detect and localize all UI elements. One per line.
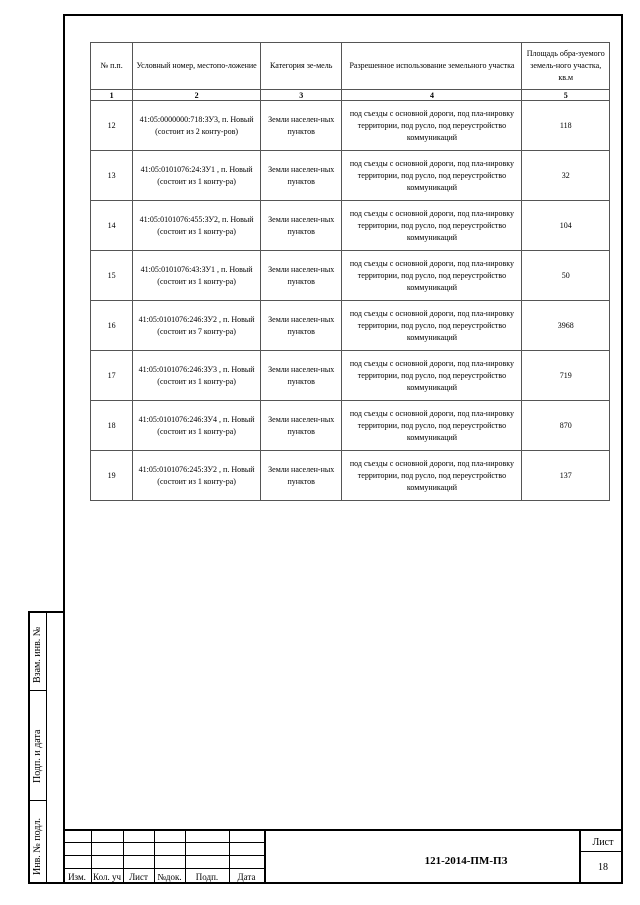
cell-land-category: Земли населен-ных пунктов xyxy=(260,351,341,401)
side-label-inv: Инв. № подл. xyxy=(32,818,43,875)
cell-area: 3968 xyxy=(522,301,610,351)
cell-number: 16 xyxy=(91,301,133,351)
cell-cadastral-location: 41:05:0000000:718:ЗУ3, п. Новый (состоит из 2 конту-ров) xyxy=(133,101,261,151)
cell-permitted-use: под съезды с основной дороги, под пла-нировку территории, под русло, под переустройство коммуникаций xyxy=(342,251,522,301)
cell-permitted-use: под съезды с основной дороги, под пла-нировку территории, под русло, под переустройство коммуникаций xyxy=(342,451,522,501)
column-number-row xyxy=(91,90,610,101)
cell-area: 137 xyxy=(522,451,610,501)
table-row xyxy=(91,151,610,201)
cell-cadastral-location: 41:05:0101076:246:ЗУ2 , п. Новый (состоит из 7 конту-ра) xyxy=(133,301,261,351)
sheet-label: Лист xyxy=(592,837,614,848)
cell-area: 118 xyxy=(522,101,610,151)
col-number: 4 xyxy=(342,90,522,101)
cell-number: 12 xyxy=(91,101,133,151)
header-land-category: Категория зе-мель xyxy=(260,43,341,90)
cell-area: 50 xyxy=(522,251,610,301)
cell-number: 15 xyxy=(91,251,133,301)
cell-number: 13 xyxy=(91,151,133,201)
tb-vline xyxy=(264,831,266,884)
land-plots-table xyxy=(90,42,610,501)
side-label-podp: Подп. и дата xyxy=(32,729,43,783)
table-header-row xyxy=(91,43,610,90)
table-row xyxy=(91,451,610,501)
col-number: 1 xyxy=(91,90,133,101)
side-label-vzam: Взам. инв. № xyxy=(32,626,43,683)
cell-land-category: Земли населен-ных пунктов xyxy=(260,201,341,251)
table-row xyxy=(91,101,610,151)
cell-area: 104 xyxy=(522,201,610,251)
cell-land-category: Земли населен-ных пунктов xyxy=(260,401,341,451)
cell-land-category: Земли населен-ных пунктов xyxy=(260,101,341,151)
header-cadastral-location: Условный номер, местопо-ложение xyxy=(133,43,261,90)
tb-label-data: Дата xyxy=(237,872,256,882)
side-stamp xyxy=(28,611,63,884)
cell-number: 19 xyxy=(91,451,133,501)
col-number: 3 xyxy=(260,90,341,101)
cell-area: 870 xyxy=(522,401,610,451)
tb-label-ndok: №док. xyxy=(157,872,182,882)
col-number: 2 xyxy=(133,90,261,101)
cell-cadastral-location: 41:05:0101076:246:ЗУ4 , п. Новый (состоит из 1 конту-ра) xyxy=(133,401,261,451)
document-number: 121-2014-ПМ-ПЗ xyxy=(424,855,508,867)
cell-land-category: Земли населен-ных пунктов xyxy=(260,451,341,501)
cell-permitted-use: под съезды с основной дороги, под пла-нировку территории, под русло, под переустройство коммуникаций xyxy=(342,301,522,351)
tb-hline xyxy=(579,851,621,852)
cell-area: 719 xyxy=(522,351,610,401)
table-row xyxy=(91,351,610,401)
cell-permitted-use: под съезды с основной дороги, под пла-нировку территории, под русло, под переустройство коммуникаций xyxy=(342,101,522,151)
tb-label-podp: Подп. xyxy=(195,872,219,882)
cell-permitted-use: под съезды с основной дороги, под пла-нировку территории, под русло, под переустройство коммуникаций xyxy=(342,401,522,451)
cell-number: 14 xyxy=(91,201,133,251)
header-permitted-use: Разрешенное использование земельного участка xyxy=(342,43,522,90)
cell-land-category: Земли населен-ных пунктов xyxy=(260,251,341,301)
cell-cadastral-location: 41:05:0101076:24:ЗУ1 , п. Новый (состоит из 1 конту-ра) xyxy=(133,151,261,201)
tb-hline xyxy=(63,855,265,856)
cell-cadastral-location: 41:05:0101076:43:ЗУ1 , п. Новый (состоит из 1 конту-ра) xyxy=(133,251,261,301)
table-row xyxy=(91,201,610,251)
cell-cadastral-location: 41:05:0101076:245:ЗУ2 , п. Новый (состоит из 1 конту-ра) xyxy=(133,451,261,501)
cell-cadastral-location: 41:05:0101076:455:ЗУ2, п. Новый (состоит из 1 конту-ра) xyxy=(133,201,261,251)
cell-number: 18 xyxy=(91,401,133,451)
tb-label-list: Лист xyxy=(129,872,148,882)
table-row xyxy=(91,251,610,301)
cell-permitted-use: под съезды с основной дороги, под пла-нировку территории, под русло, под переустройство коммуникаций xyxy=(342,201,522,251)
sheet-number: 18 xyxy=(598,862,608,873)
tb-label-izm: Изм. xyxy=(68,872,86,882)
cell-permitted-use: под съезды с основной дороги, под пла-нировку территории, под русло, под переустройство коммуникаций xyxy=(342,151,522,201)
table-row xyxy=(91,401,610,451)
header-number: № п.п. xyxy=(91,43,133,90)
cell-area: 32 xyxy=(522,151,610,201)
tb-hline xyxy=(63,842,265,843)
cell-cadastral-location: 41:05:0101076:246:ЗУ3 , п. Новый (состоит из 1 конту-ра) xyxy=(133,351,261,401)
cell-land-category: Земли населен-ных пунктов xyxy=(260,301,341,351)
tb-label-kol: Кол. уч xyxy=(93,872,121,882)
cell-land-category: Земли населен-ных пунктов xyxy=(260,151,341,201)
header-area: Площадь обра-зуемого земель-ного участка, кв.м xyxy=(522,43,610,90)
table-row xyxy=(91,301,610,351)
cell-permitted-use: под съезды с основной дороги, под пла-нировку территории, под русло, под переустройство коммуникаций xyxy=(342,351,522,401)
tb-hline xyxy=(63,868,265,869)
col-number: 5 xyxy=(522,90,610,101)
cell-number: 17 xyxy=(91,351,133,401)
title-block xyxy=(63,829,623,884)
